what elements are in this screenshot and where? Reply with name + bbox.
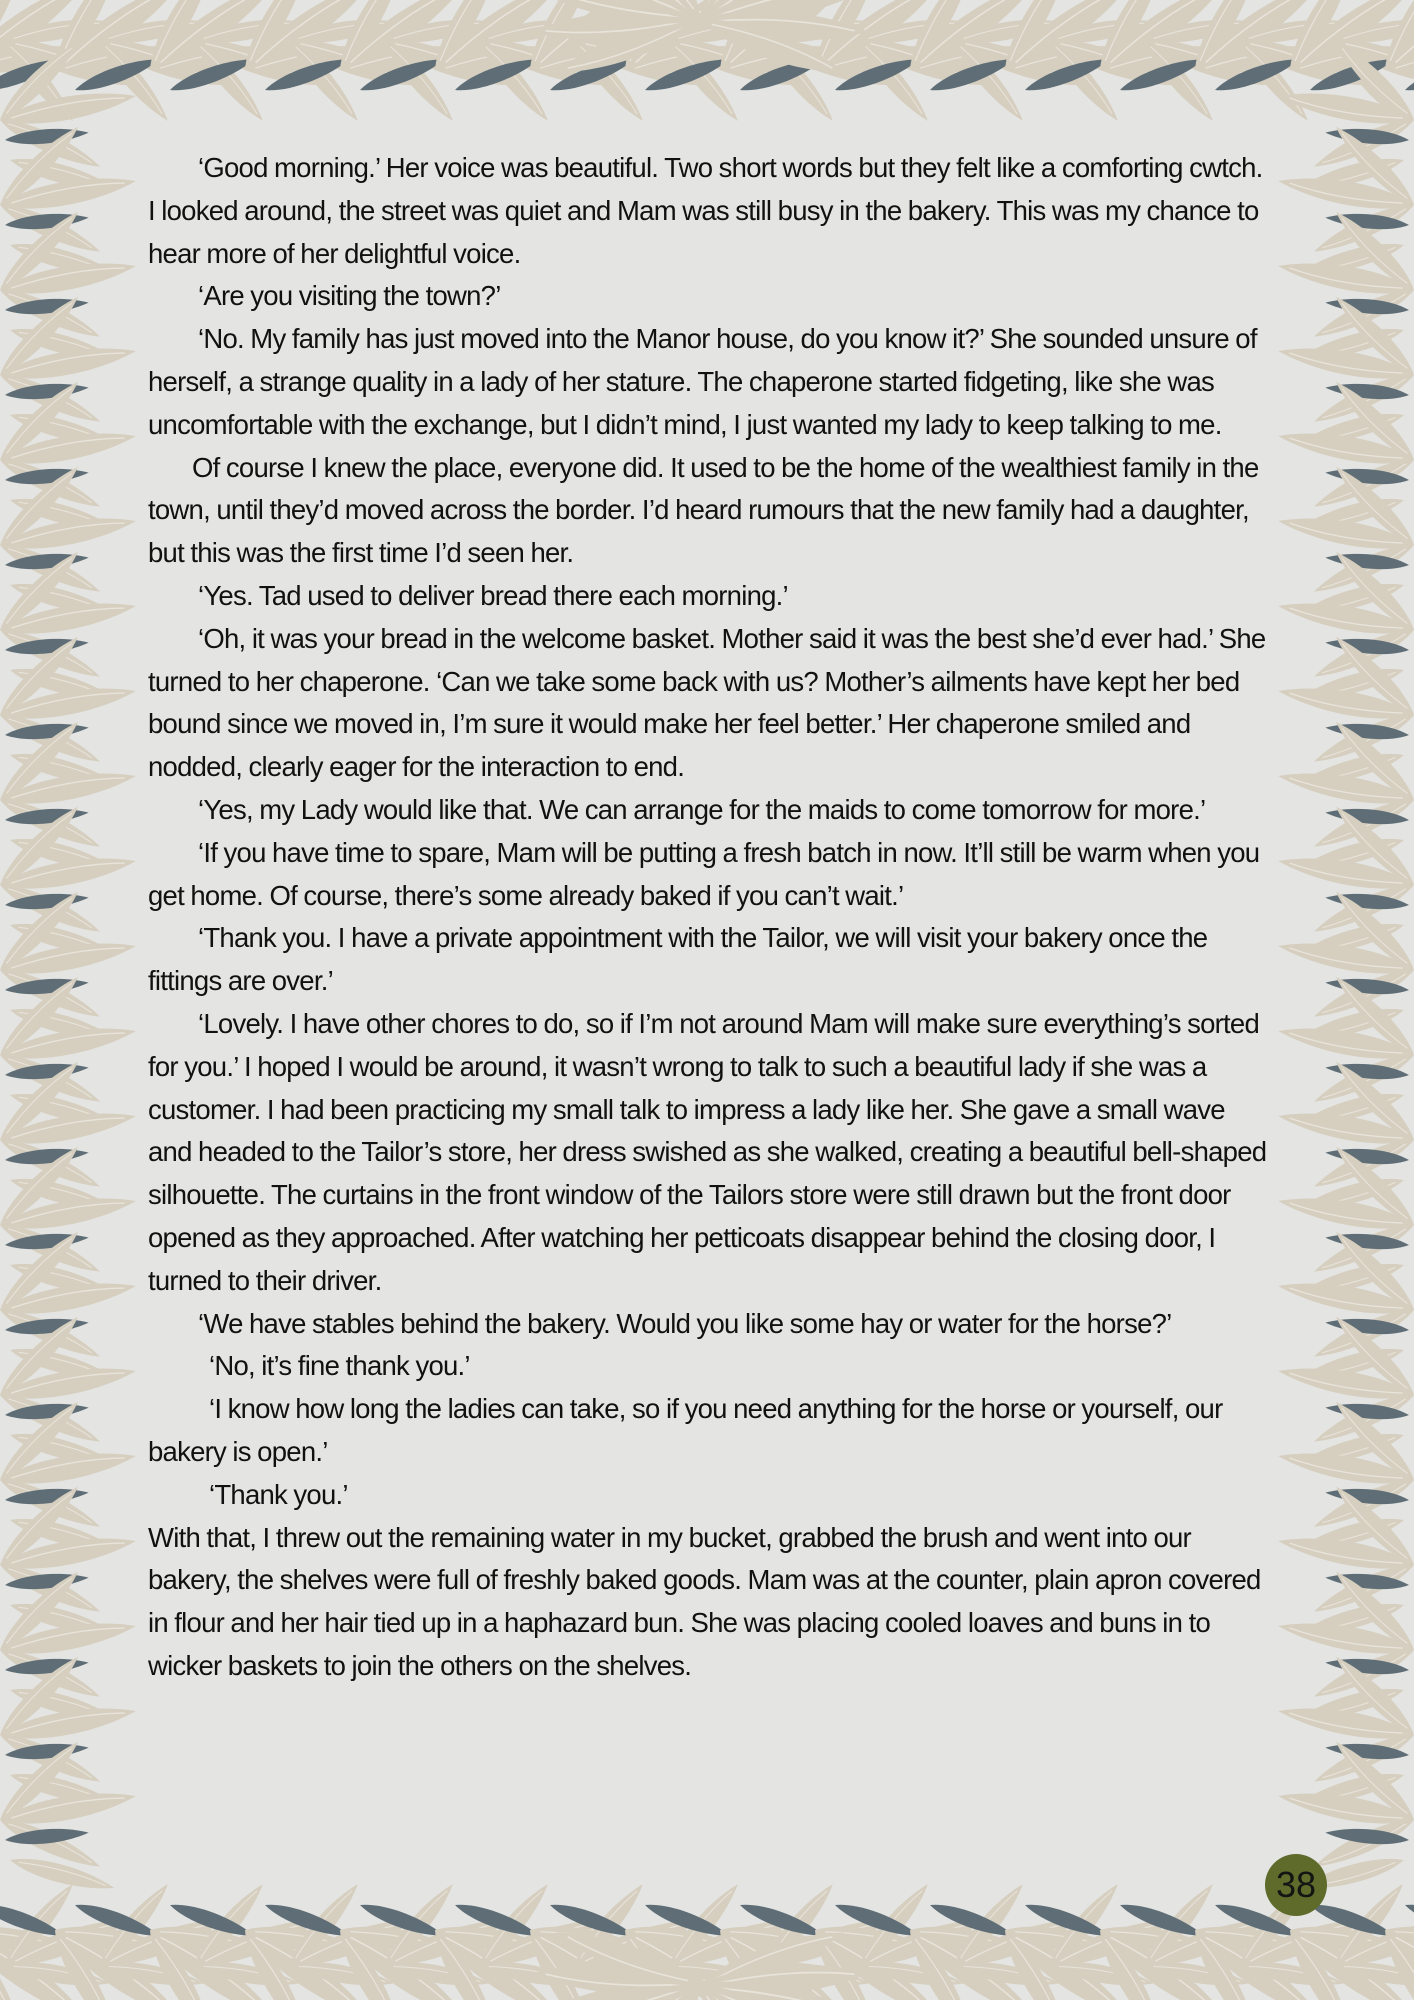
paragraph: ‘Yes. Tad used to deliver bread there each morning.’	[198, 579, 788, 611]
paragraph: ‘Oh, it was your bread in the welcome basket. Mother said it was the best she’d ever had.’ She turned to her chaperone. ‘Can we take some back with us? Mother’s ailments have kept her bed bound since we moved in, I’m sure it would make her feel better.’ Her chaperone smiled and nodded, clearly eager for the interaction to end.	[148, 622, 1266, 783]
paragraph: ‘If you have time to spare, Mam will be putting a fresh batch in now. It’ll still be warm when you get home. Of course, there’s some already baked if you can’t wait.’	[148, 836, 1260, 911]
paragraph: Of course I knew the place, everyone did. It used to be the home of the wealthiest family in the town, until they’d moved across the border. I’d heard rumours that the new family had a daughter, but this was the first time I’d seen her.	[148, 451, 1259, 569]
paragraph: ‘Thank you. I have a private appointment with the Tailor, we will visit your bakery once the fittings are over.’	[148, 922, 1208, 997]
page-number-badge: 38	[1265, 1854, 1327, 1916]
story-text	[148, 147, 1268, 1688]
paragraph: ‘Lovely. I have other chores to do, so if I’m not around Mam will make sure everything’s sorted for you.’ I hoped I would be around, it wasn’t wrong to talk to such a beautiful lady if she was a customer. I had been practicing my small talk to impress a lady like her. She gave a small wave and headed to the Tailor’s store, her dress swished as she walked, creating a beautiful bell-shaped silhouette. The curtains in the front window of the Tailors store were still drawn but the front door opened as they approached. After watching her petticoats disappear behind the closing door, I turned to their driver.	[148, 1007, 1267, 1296]
paragraph: ‘Are you visiting the town?’	[198, 280, 501, 312]
paragraph: ‘Yes, my Lady would like that. We can arrange for the maids to come tomorrow for more.’	[198, 793, 1206, 825]
paragraph: ‘Good morning.’ Her voice was beautiful. Two short words but they felt like a comforting cwtch. I looked around, the street was quiet and Mam was still busy in the bakery. This was my chance to hear more of her delightful voice.	[148, 152, 1263, 269]
paragraph: ‘No, it’s fine thank you.’	[209, 1350, 470, 1382]
paragraph: ‘Thank you.’	[209, 1478, 348, 1510]
paragraph: ‘No. My family has just moved into the Manor house, do you know it?’ She sounded unsure of herself, a strange quality in a lady of her stature. The chaperone started fidgeting, like she was uncomfortable with the exchange, but I didn’t mind, I just wanted my lady to keep talking to me.	[148, 323, 1257, 440]
paragraph: With that, I threw out the remaining water in my bucket, grabbed the brush and went into our bakery, the shelves were full of freshly baked goods. Mam was at the counter, plain apron covered in flour and her hair tied up in a haphazard bun. She was placing cooled loaves and buns in to wicker baskets to join the others on the shelves.	[148, 1521, 1261, 1681]
paragraph: ‘I know how long the ladies can take, so if you need anything for the horse or yourself, our bakery is open.’	[148, 1393, 1223, 1467]
paragraph: ‘We have stables behind the bakery. Would you like some hay or water for the horse?’	[198, 1307, 1172, 1339]
